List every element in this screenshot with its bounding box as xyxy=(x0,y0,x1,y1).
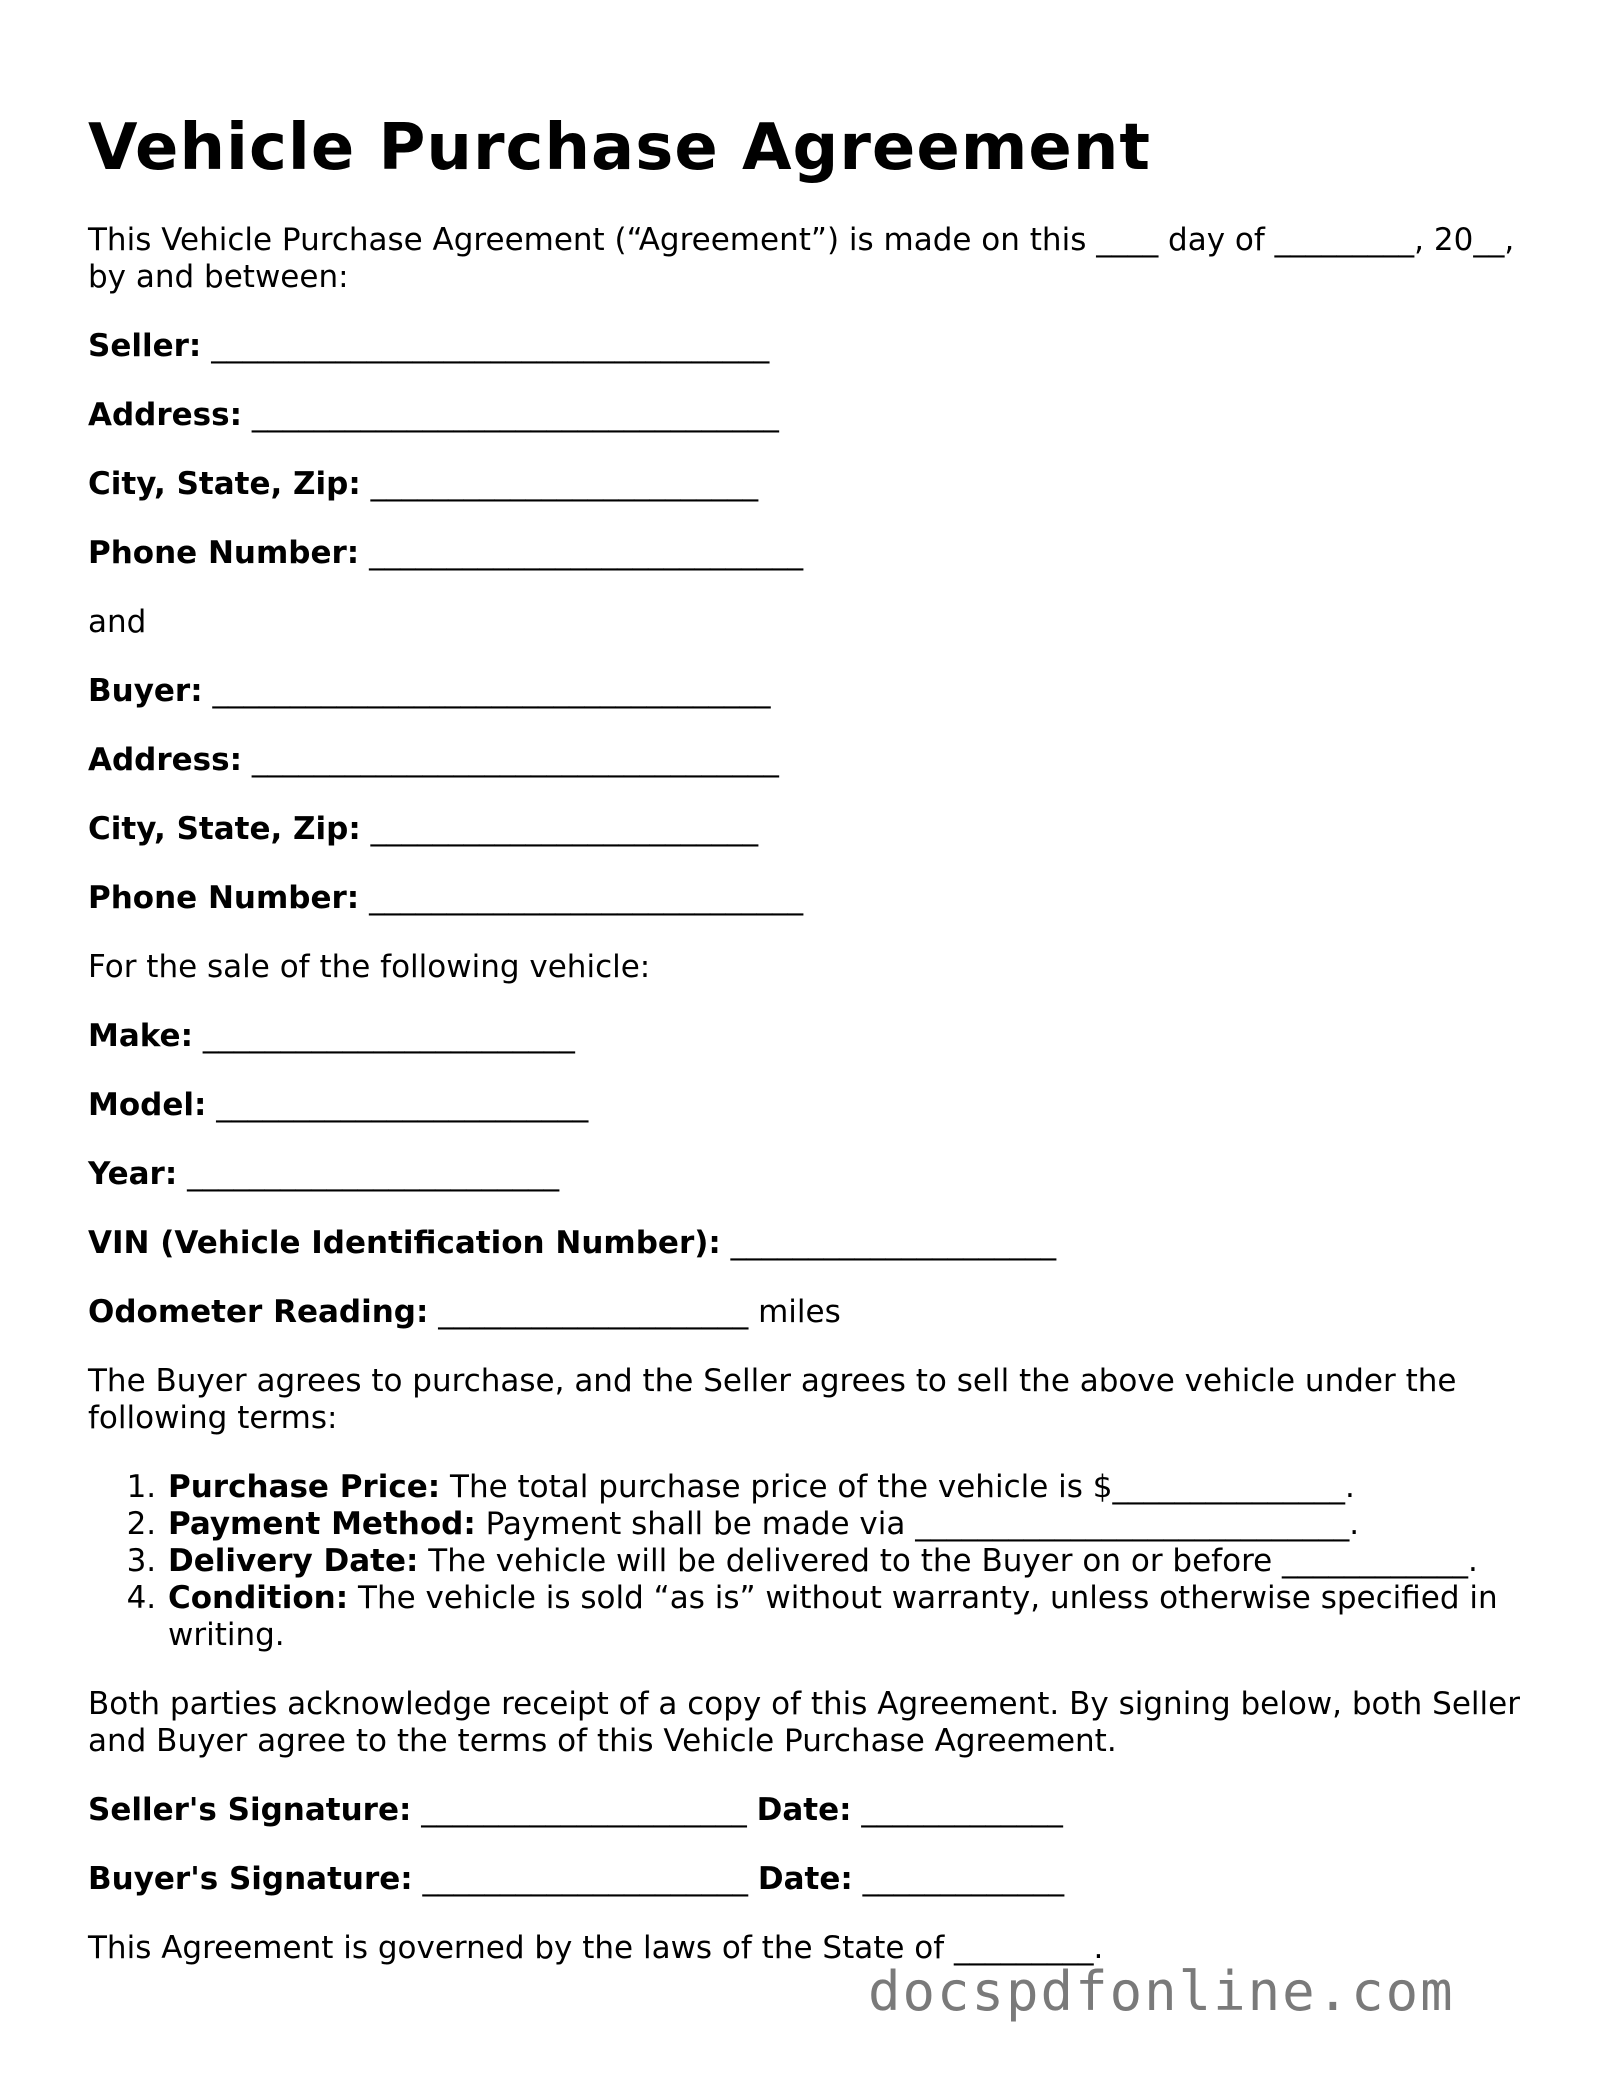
seller-date-line: _____________ xyxy=(861,1792,1063,1828)
odometer-line: ____________________ xyxy=(438,1294,749,1330)
term-text: The total purchase price of the vehicle is $_______________. xyxy=(450,1469,1355,1505)
buyer-name-field xyxy=(88,673,1528,710)
term-label: Condition: xyxy=(168,1580,349,1616)
buyer-signature-line: _____________________ xyxy=(422,1861,749,1897)
year-line: ________________________ xyxy=(187,1156,560,1192)
seller-city-line: _________________________ xyxy=(370,466,759,502)
document-page xyxy=(88,108,1528,1967)
seller-address-label: Address: xyxy=(88,397,242,433)
term-payment-method xyxy=(166,1506,1528,1543)
term-label: Payment Method: xyxy=(168,1506,476,1542)
odometer-label: Odometer Reading: xyxy=(88,1294,429,1330)
year-field xyxy=(88,1156,1528,1193)
seller-signature-label: Seller's Signature: xyxy=(88,1792,412,1828)
document-title: Vehicle Purchase Agreement xyxy=(88,111,1151,185)
buyer-address-line: __________________________________ xyxy=(251,742,779,778)
terms-intro: The Buyer agrees to purchase, and the Seller agrees to sell the above vehicle under the following terms: xyxy=(88,1363,1457,1436)
seller-name-line: ____________________________________ xyxy=(211,328,770,364)
term-delivery-date xyxy=(166,1543,1528,1580)
seller-name-label: Seller: xyxy=(88,328,202,364)
buyer-phone-field xyxy=(88,880,1528,917)
buyer-address-field xyxy=(88,742,1528,779)
buyer-date-line: _____________ xyxy=(862,1861,1065,1897)
buyer-city-label: City, State, Zip: xyxy=(88,811,361,847)
acknowledgement-paragraph: Both parties acknowledge receipt of a copy of this Agreement. By signing below, both Seller and Buyer agree to the terms of this Vehicle Purchase Agreement. xyxy=(88,1686,1520,1759)
seller-phone-field xyxy=(88,535,1528,572)
seller-address-field xyxy=(88,397,1528,434)
seller-address-line: __________________________________ xyxy=(251,397,779,433)
make-line: ________________________ xyxy=(202,1018,575,1054)
seller-city-field xyxy=(88,466,1528,503)
buyer-name-line: ____________________________________ xyxy=(212,673,771,709)
buyer-name-label: Buyer: xyxy=(88,673,203,709)
governing-law-paragraph: This Agreement is governed by the laws of the State of _________. xyxy=(88,1930,1104,1966)
seller-signature-line: _____________________ xyxy=(421,1792,747,1828)
model-line: ________________________ xyxy=(216,1087,589,1123)
year-label: Year: xyxy=(88,1156,178,1192)
term-text: The vehicle will be delivered to the Buyer on or before ____________. xyxy=(428,1543,1478,1579)
and-text: and xyxy=(88,604,147,640)
seller-city-label: City, State, Zip: xyxy=(88,466,361,502)
term-label: Delivery Date: xyxy=(168,1543,419,1579)
seller-signature-field xyxy=(88,1792,1528,1829)
model-field xyxy=(88,1087,1528,1124)
term-text: The vehicle is sold “as is” without warranty, unless otherwise specified in writing. xyxy=(168,1580,1498,1653)
make-label: Make: xyxy=(88,1018,193,1054)
buyer-phone-label: Phone Number: xyxy=(88,880,360,916)
terms-list xyxy=(88,1469,1528,1654)
watermark: docspdfonline.com xyxy=(868,1960,1455,2023)
buyer-date-label: Date: xyxy=(757,1861,853,1897)
vin-line: _____________________ xyxy=(730,1225,1057,1261)
seller-date-label: Date: xyxy=(756,1792,852,1828)
buyer-signature-field xyxy=(88,1861,1528,1898)
model-label: Model: xyxy=(88,1087,207,1123)
buyer-city-line: _________________________ xyxy=(370,811,759,847)
buyer-signature-label: Buyer's Signature: xyxy=(88,1861,413,1897)
seller-name-field xyxy=(88,328,1528,365)
seller-phone-label: Phone Number: xyxy=(88,535,360,571)
buyer-address-label: Address: xyxy=(88,742,242,778)
vehicle-intro: For the sale of the following vehicle: xyxy=(88,949,651,985)
term-label: Purchase Price: xyxy=(168,1469,441,1505)
odometer-field xyxy=(88,1294,1528,1331)
make-field xyxy=(88,1018,1528,1055)
term-purchase-price xyxy=(166,1469,1528,1506)
vin-field xyxy=(88,1225,1528,1262)
seller-phone-line: ____________________________ xyxy=(369,535,804,571)
term-text: Payment shall be made via ____________________________. xyxy=(485,1506,1360,1542)
intro-paragraph: This Vehicle Purchase Agreement (“Agreement”) is made on this ____ day of _________, 20__, by and between: xyxy=(88,222,1515,295)
odometer-unit: miles xyxy=(758,1294,841,1330)
vin-label: VIN (Vehicle Identification Number): xyxy=(88,1225,721,1261)
term-condition xyxy=(166,1580,1528,1654)
buyer-city-field xyxy=(88,811,1528,848)
buyer-phone-line: ____________________________ xyxy=(369,880,804,916)
